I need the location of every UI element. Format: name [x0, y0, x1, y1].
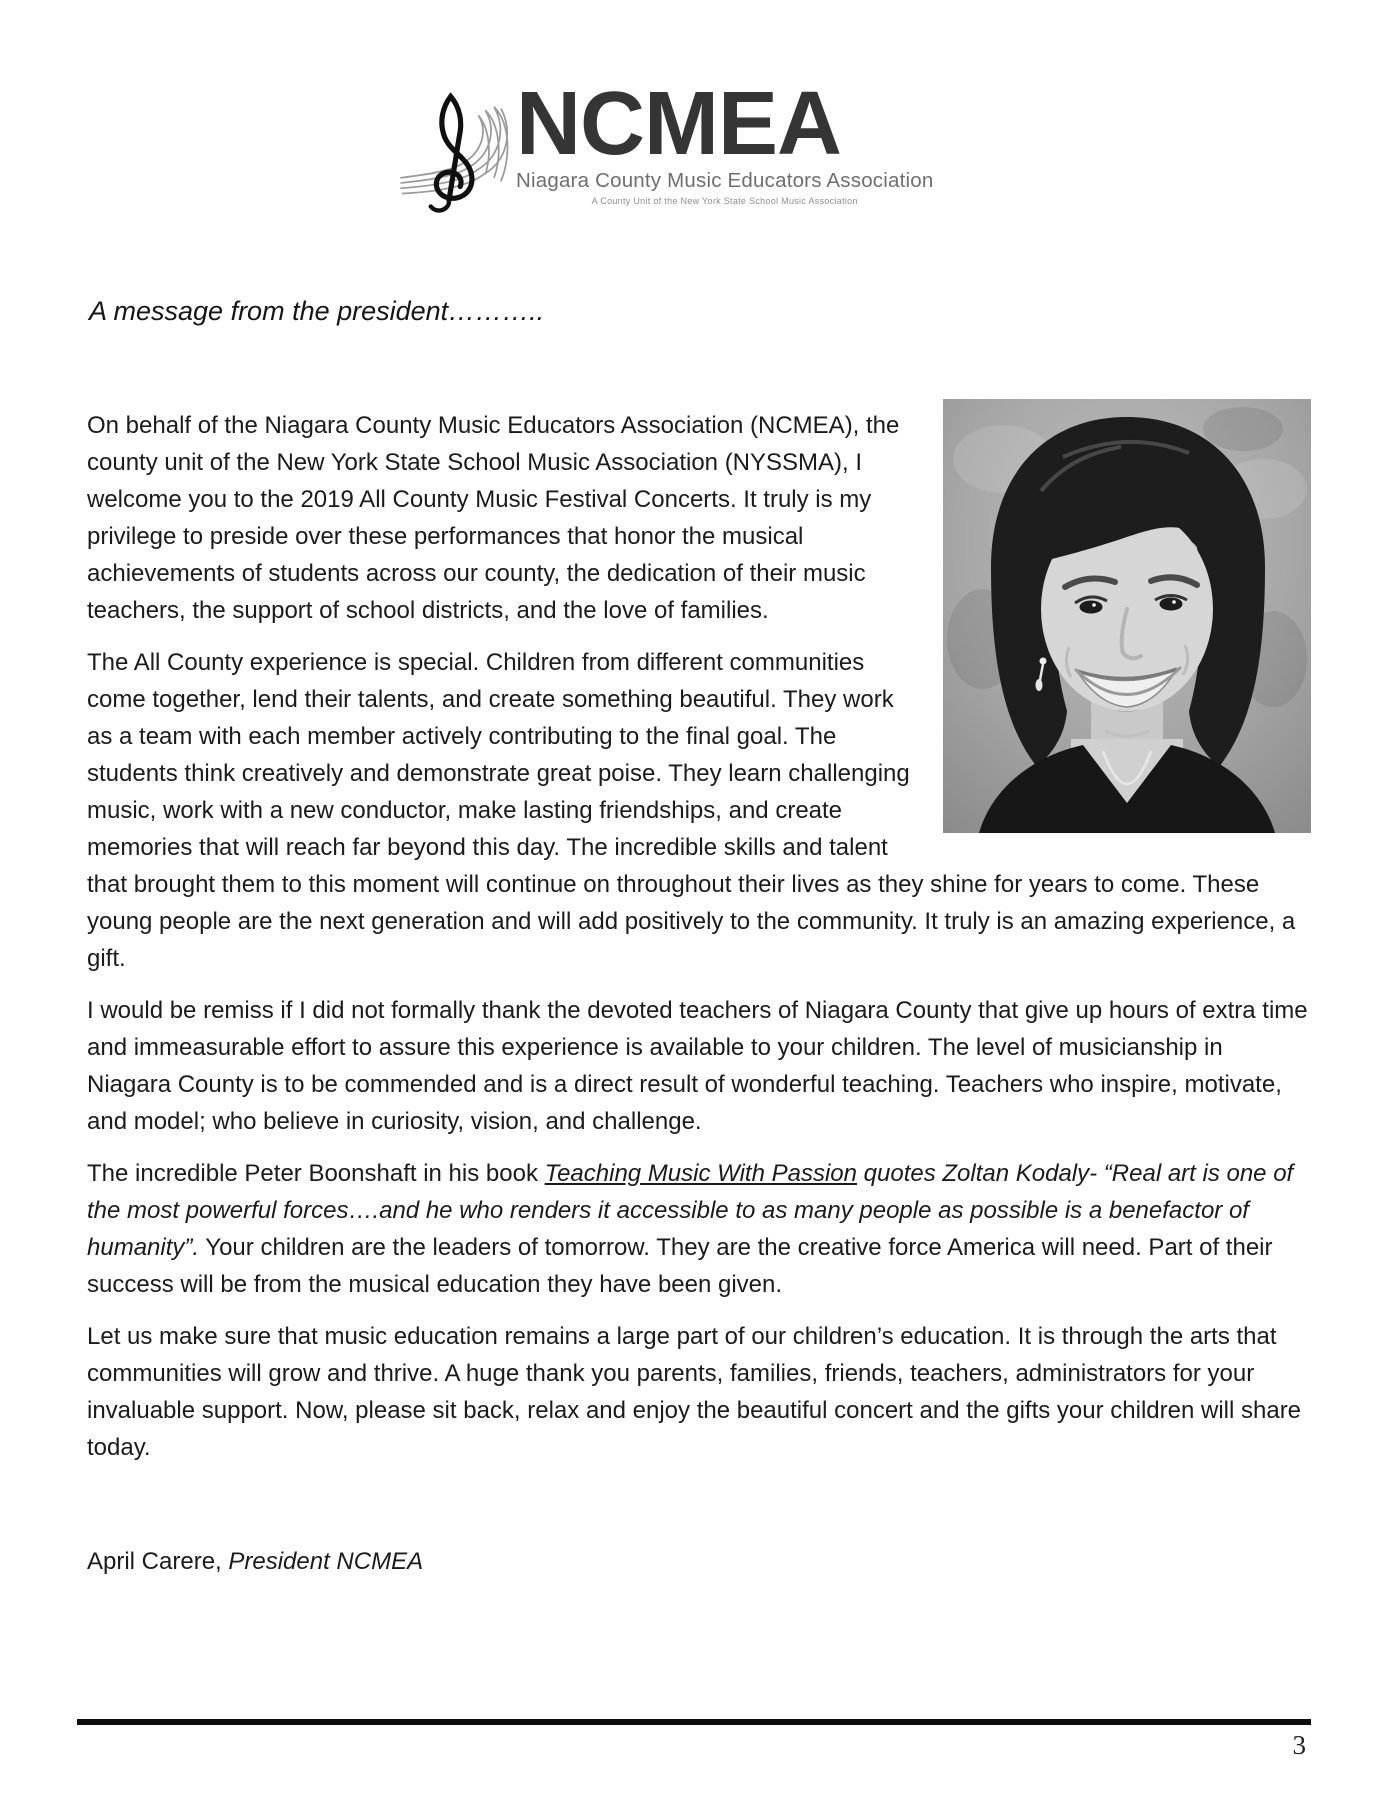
kodaly-quote: quotes Zoltan Kodaly- “Real art is one of the most powerful forces….and he who renders it accessible to as many people as possible is a benefactor of humanity”. — [87, 1160, 1294, 1261]
logo-acronym: NCMEA — [516, 74, 841, 174]
paragraph-2: The All County experience is special. Children from different communities come together, lend their talents, and create something beautiful. They work as a team with each member actively contributing to the final goal. The students think creatively and demonstrate great poise. They learn challenging music, work with a new conductor, make lasting friendships, and create memories that will reach far beyond this day. The incredible skills and talent that brought them to this moment will continue on throughout their lives as they shine for years to come. These young people are the next generation and will add positively to the community. It truly is an amazing experience, a gift. — [87, 649, 1296, 972]
paragraph-1: On behalf of the Niagara County Music Educators Association (NCMEA), the county unit of the New York State School Music Association (NYSSMA), I welcome you to the 2019 All County Music Festival Concerts. It truly is my privilege to preside over these performances that honor the musical achievements of students across our county, the dedication of their music teachers, the support of school districts, and the love of families. — [87, 412, 900, 624]
book-title: Teaching Music With Passion — [544, 1160, 857, 1187]
message-heading: A message from the president……….. — [89, 296, 545, 326]
footer-rule — [77, 1719, 1311, 1725]
paragraph-4 — [87, 1155, 1311, 1303]
paragraph-4-lead: The incredible Peter Boonshaft in his book — [87, 1160, 545, 1187]
signature-line — [87, 1548, 1311, 1576]
page-number: 3 — [1292, 1730, 1306, 1760]
ncmea-logo — [396, 74, 934, 216]
paragraph-5: Let us make sure that music education remains a large part of our children’s education. It is through the arts that communities will grow and thrive. A huge thank you parents, families, friends, teachers, administrators for your invaluable support. Now, please sit back, relax and enjoy the beautiful concert and the gifts your children will share today. — [87, 1323, 1302, 1461]
signature-title: President NCMEA — [228, 1548, 424, 1575]
logo-name: Niagara County Music Educators Association — [516, 168, 934, 192]
treble-clef-icon — [396, 86, 514, 216]
paragraph-3: I would be remiss if I did not formally thank the devoted teachers of Niagara County that give up hours of extra time and immeasurable effort to assure this experience is available to your children. The level of musicianship in Niagara County is to be commended and is a direct result of wonderful teaching. Teachers who inspire, motivate, and model; who believe in curiosity, vision, and challenge. — [87, 997, 1308, 1135]
signature-name: April Carere, — [87, 1548, 229, 1575]
letter-body — [87, 296, 1311, 1600]
logo-text — [516, 74, 934, 206]
paragraph-4-close: Your children are the leaders of tomorrow. They are the creative force America will need. Part of their success will be from the musical education they have been given. — [87, 1234, 1273, 1298]
president-photo — [943, 399, 1311, 833]
letter-text-flow — [87, 407, 1311, 1576]
logo-unit-line: A County Unit of the New York State School Music Association — [591, 195, 858, 206]
